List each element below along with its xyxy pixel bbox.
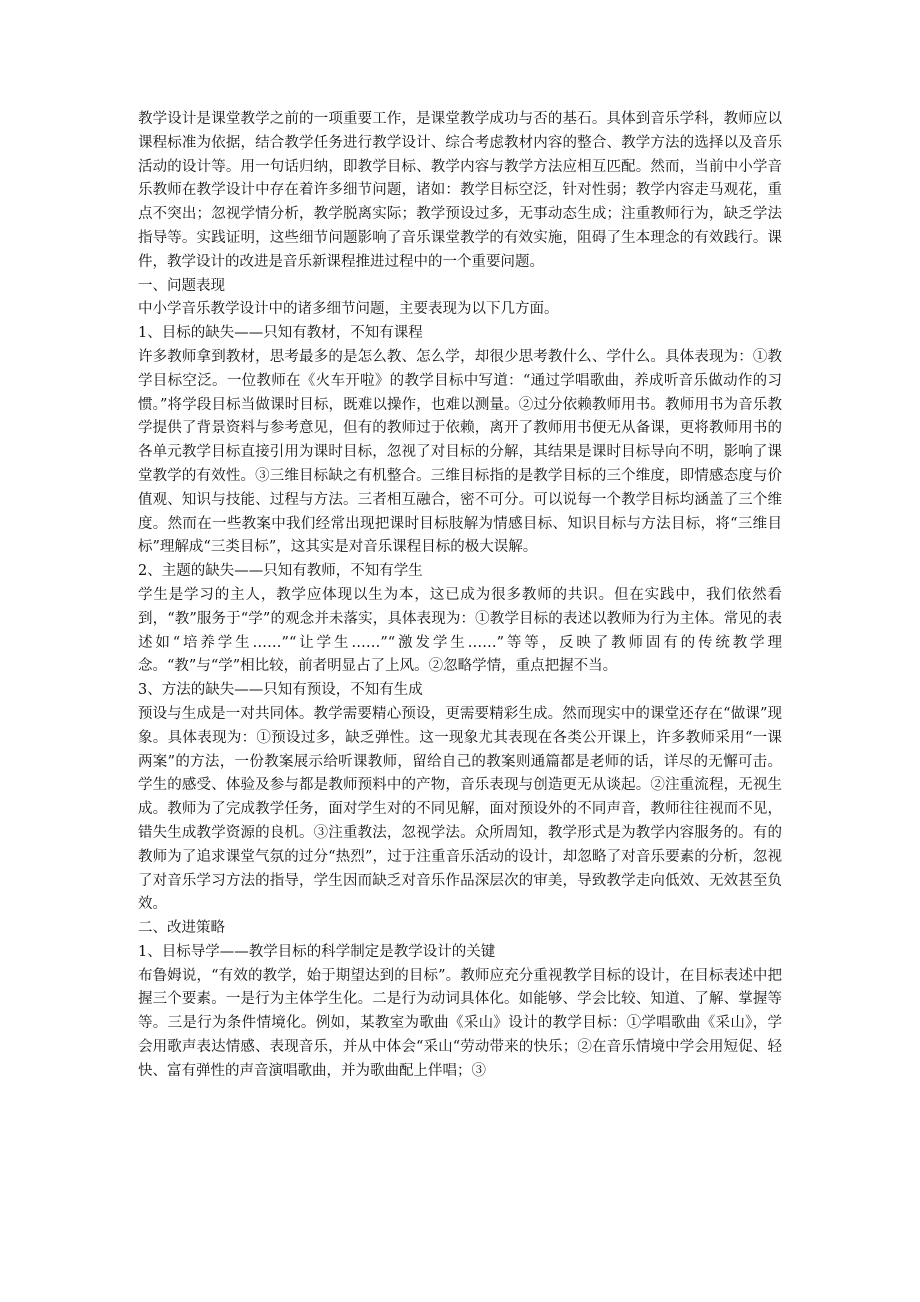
section-heading-problems: 一、问题表现 (138, 277, 225, 294)
document-page (138, 108, 782, 1084)
subheading-goal-missing: 1、目标的缺失——只知有教材，不知有课程 (138, 325, 423, 342)
goal-missing-paragraph: 许多教师拿到教材，思考最多的是怎么教、怎么学，却很少思考教什么、学什么。具体表现为：①教学目标空泛。一位教师在《火车开啦》的教学目标中写道：“通过学唱歌曲，养成听音乐做动作的习惯。”将学段目标当做课时目标，既难以操作，也难以测量。②过分依赖教师用书。教师用书为音乐教学提供了背景资料与参考意见，但有的教师过于依赖，离开了教师用书便无从备课，更将教师用书的各单元教学目标直接引用为课时目标，忽视了对目标的分解，其结果是课时目标导向不明，影响了课堂教学的有效性。③三维目标缺之有机整合。三维目标指的是教学目标的三个维度，即情感态度与价值观、知识与技能、过程与方法。三者相互融合，密不可分。可以说每一个教学目标均涵盖了三个维度。然而在一些教案中我们经常出现把课时目标肢解为情感目标、知识目标与方法目标，将“三维目标”理解成“三类目标”，这其实是对音乐课程目标的极大误解。 (138, 348, 782, 556)
goal-guided-paragraph: 布鲁姆说，“有效的教学，始于期望达到的目标”。教师应充分重视教学目标的设计，在目标表述中把握三个要素。一是行为主体学生化。二是行为动词具体化。如能够、学会比较、知道、了解、掌握等等。三是行为条件情境化。例如，某教室为歌曲《采山》设计的教学目标：①学唱歌曲《采山》，学会用歌声表达情感、表现音乐，并从中体会“采山“劳动带来的快乐；②在音乐情境中学会用短促、轻快、富有弹性的声音演唱歌曲，并为歌曲配上伴唱；③ (138, 967, 782, 1079)
subheading-subject-missing: 2、主题的缺失——只知有教师，不知有学生 (138, 563, 423, 580)
intro-paragraph: 教学设计是课堂教学之前的一项重要工作，是课堂教学成功与否的基石。具体到音乐学科，教师应以课程标准为依据，结合教学任务进行教学设计、综合考虑教材内容的整合、教学方法的选择以及音乐活动的设计等。用一句话归纳，即教学目标、教学内容与教学方法应相互匹配。然而，当前中小学音乐教师在教学设计中存在着许多细节问题，诸如：教学目标空泛，针对性弱；教学内容走马观花，重点不突出；忽视学情分析，教学脱离实际；教学预设过多，无事动态生成；注重教师行为，缺乏学法指导等。实践证明，这些细节问题影响了音乐课堂教学的有效实施，阻碍了生本理念的有效践行。课件，教学设计的改进是音乐新课程推进过程中的一个重要问题。 (138, 111, 782, 270)
subheading-method-missing: 3、方法的缺失——只知有预设，不知有生成 (138, 682, 423, 699)
section-lead-paragraph: 中小学音乐教学设计中的诸多细节问题，主要表现为以下几方面。 (138, 301, 559, 318)
section-heading-strategies: 二、改进策略 (138, 920, 225, 937)
subject-missing-paragraph: 学生是学习的主人，教学应体现以生为本，这已成为很多教师的共识。但在实践中，我们依然看到，“教”服务于“学”的观念并未落实，具体表现为：①教学目标的表述以教师为行为主体。常见的表述如“培养学生……”“让学生……”“激发学生……”等等，反映了教师固有的传统教学理念。“教”与“学”相比较，前者明显占了上风。②忽略学情，重点把握不当。 (138, 586, 782, 675)
subheading-goal-guided: 1、目标导学——教学目标的科学制定是教学设计的关键 (138, 943, 496, 960)
method-missing-paragraph: 预设与生成是一对共同体。教学需要精心预设，更需要精彩生成。然而现实中的课堂还存在“做课”现象。具体表现为：①预设过多，缺乏弹性。这一现象尤其表现在各类公开课上，许多教师采用“一课两案”的方法，一份教案展示给听课教师，留给自己的教案则通篇都是老师的话，详尽的无懈可击。学生的感受、体验及参与都是教师预料中的产物，音乐表现与创造更无从谈起。②注重流程，无视生成。教师为了完成教学任务，面对学生对的不同见解，面对预设外的不同声音，教师往往视而不见，错失生成教学资源的良机。③注重教法，忽视学法。众所周知，教学形式是为教学内容服务的。有的教师为了追求课堂气氛的过分“热烈”，过于注重音乐活动的设计，却忽略了对音乐要素的分析，忽视了对音乐学习方法的指导，学生因而缺乏对音乐作品深层次的审美，导致教学走向低效、无效甚至负效。 (138, 705, 782, 913)
